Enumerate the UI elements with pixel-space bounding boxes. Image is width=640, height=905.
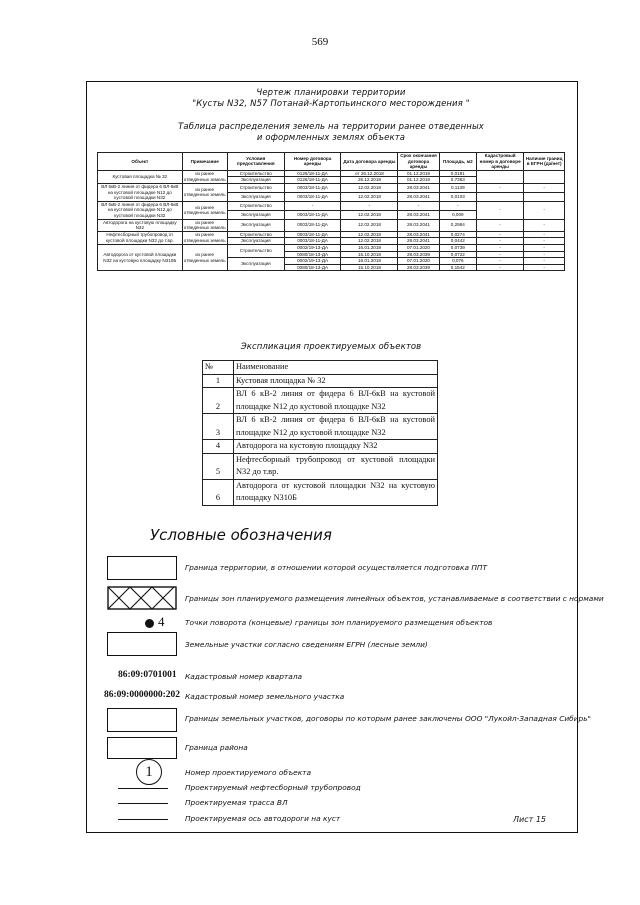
cell-object: Кустовая площадка № 32 bbox=[98, 170, 183, 183]
table-row bbox=[203, 440, 438, 454]
cell-expiry: 28.03.2041 bbox=[398, 192, 439, 201]
cell-cadastral: - bbox=[477, 231, 524, 238]
cell-expiry: 28.03.2041 bbox=[398, 219, 439, 231]
road-axis-symbol bbox=[118, 819, 168, 820]
territory-boundary-symbol bbox=[107, 556, 177, 580]
cell-contract-number: 0002/19-13-ДА bbox=[284, 244, 341, 251]
cell-egrn bbox=[524, 192, 565, 201]
land-allocation-table bbox=[97, 152, 565, 271]
cell-contract-date: 16.01.2019 bbox=[341, 258, 398, 265]
cell-egrn: - bbox=[524, 201, 565, 219]
cell-condition: Строительство bbox=[227, 231, 284, 238]
legend-pipeline: Проектируемый нефтесборный трубопровод bbox=[185, 783, 361, 792]
cell-egrn: - bbox=[524, 238, 565, 245]
cell-area: 0,0274 bbox=[439, 231, 476, 238]
turning-point-number: 4 bbox=[158, 614, 165, 629]
district-boundary-symbol bbox=[107, 737, 177, 759]
cell-name: Автодорога от кустовой площадки N32 на кустовую площадку N310Б bbox=[234, 479, 438, 505]
legend-forest-parcels: Земельные участки согласно сведениям ЕГРН (лесные земли) bbox=[185, 640, 428, 649]
cell-contract-date: от 26.12.2018 bbox=[341, 170, 398, 177]
cell-area: 0,076 bbox=[439, 258, 476, 265]
table-row bbox=[98, 170, 565, 177]
cell-area: 0,0722 bbox=[439, 251, 476, 258]
table-row bbox=[203, 374, 438, 388]
cell-condition: Эксплуатация bbox=[227, 238, 284, 245]
cell-object: Автодорога от кустовой площадки N32 на кустовую площадку N310Б bbox=[98, 244, 183, 270]
cell-contract-number: 0126/18-11-ДА bbox=[284, 177, 341, 184]
cell-egrn: - bbox=[524, 219, 565, 231]
legend-lease-parcels: Границы земельных участков, договоры по которым ранее заключены ООО "Лукойл-Западная Сибирь" bbox=[185, 714, 591, 723]
cell-area: 0,1542 bbox=[439, 264, 476, 271]
legend-road-axis: Проектируемая ось автодороги на куст bbox=[185, 814, 341, 823]
drawing-subtitle: "Кусты N32, N57 Потанай-Картопьинского месторождения " bbox=[192, 99, 470, 109]
header-area: Площадь, м2 bbox=[439, 153, 476, 171]
table-header-row bbox=[98, 153, 565, 171]
legend-title: Условные обозначения bbox=[150, 526, 332, 544]
cell-contract-number: 0080/18-13-ДА bbox=[284, 251, 341, 258]
cell-note: из ранее отведенных земель bbox=[183, 232, 226, 243]
cell-condition: Эксплуатация bbox=[227, 192, 284, 201]
cell-cadastral: - bbox=[477, 219, 524, 231]
cell-contract-number: 0080/18-13-ДА bbox=[284, 264, 341, 271]
table-row bbox=[98, 201, 565, 210]
legend-cadastral-parcel: Кадастровый номер земельного участка bbox=[185, 692, 345, 701]
cell-contract-number: 0003/18-11-ДА bbox=[284, 231, 341, 238]
cell-contract-number: 0003/18-11-ДА bbox=[284, 192, 341, 201]
cell-expiry: 28.03.2039 bbox=[398, 264, 439, 271]
cell-egrn bbox=[524, 170, 565, 183]
cell-name: ВЛ 6 кВ-2 линия от фидера 6 ВЛ-6кВ на кустовой площадке N12 до кустовой площадке N32 bbox=[234, 414, 438, 440]
cell-note: из ранее отведенных земель bbox=[183, 219, 226, 231]
cell-egrn: - bbox=[524, 251, 565, 258]
cell-contract-date: 12.02.2018 bbox=[341, 183, 398, 192]
cell-contract-date: 16.01.2019 bbox=[341, 244, 398, 251]
cell-contract-number: - bbox=[284, 201, 341, 210]
cell-egrn: - bbox=[524, 264, 565, 271]
table-header-row bbox=[203, 361, 438, 375]
cell-area: 0,0442 bbox=[439, 238, 476, 245]
cell-contract-date: 12.02.2018 bbox=[341, 192, 398, 201]
cell-contract-date: 15.10.2018 bbox=[341, 251, 398, 258]
cell-condition: Строительство bbox=[227, 183, 284, 192]
header-object: Объект bbox=[98, 153, 183, 171]
table-row bbox=[203, 453, 438, 479]
cell-area: - bbox=[439, 201, 476, 210]
header-contract-date: Дата договора аренды bbox=[341, 153, 398, 171]
cell-number: 5 bbox=[203, 453, 234, 479]
cell-cadastral: - bbox=[477, 183, 524, 192]
cell-contract-number: 0003/18-11-ДА bbox=[284, 238, 341, 245]
object-number-circle: 1 bbox=[136, 759, 162, 785]
cell-name: Нефтесборный трубопровод от кустовой площадки N32 до т.вр. bbox=[234, 453, 438, 479]
cell-contract-number: 0126/18-11-ДА bbox=[284, 170, 341, 177]
cadastral-quarter-number: 86:09:0701001 bbox=[118, 670, 177, 680]
legend-placement-zones: Границы зон планируемого размещения линейных объектов, устанавливаемые в соответствии с нормами bbox=[185, 594, 604, 603]
legend-cadastral-quarter: Кадастровый номер квартала bbox=[185, 672, 302, 681]
legend-district-boundary: Граница района bbox=[185, 743, 248, 752]
legend-turning-points: Точки поворота (концевые) границы зон планируемого размещения объектов bbox=[185, 618, 493, 627]
cell-expiry: 01.12.2019 bbox=[398, 170, 439, 177]
cell-contract-date: 12.02.2018 bbox=[341, 219, 398, 231]
table-row bbox=[203, 414, 438, 440]
cell-cadastral: - bbox=[477, 238, 524, 245]
cell-expiry: 07.01.2020 bbox=[398, 258, 439, 265]
header-contract-number: Номер договора аренды bbox=[284, 153, 341, 171]
cell-cadastral: - bbox=[477, 251, 524, 258]
header-conditions: Условия предоставления bbox=[227, 153, 284, 171]
pipeline-line-symbol bbox=[118, 788, 168, 789]
cell-cadastral: - bbox=[477, 201, 524, 219]
lease-parcels-symbol bbox=[107, 708, 177, 732]
cell-object: Автодорога на кустовую площадку N32 bbox=[98, 219, 183, 231]
turning-point-icon bbox=[145, 619, 154, 628]
cell-condition: Строительство bbox=[227, 201, 284, 210]
cell-egrn: - bbox=[524, 244, 565, 251]
cell-contract-date: 15.10.2018 bbox=[341, 264, 398, 271]
cell-number: 1 bbox=[203, 374, 234, 388]
header-note: Примечание bbox=[182, 153, 227, 171]
cell-expiry: - bbox=[398, 201, 439, 210]
drawing-title: Чертеж планировки территории bbox=[256, 88, 406, 98]
cell-number: 2 bbox=[203, 388, 234, 414]
cell-contract-number: 0003/18-11-ДА bbox=[284, 210, 341, 219]
cell-object: Нефтесборный трубопровод от кустовой площадки N32 до т.вр. bbox=[98, 231, 183, 244]
cell-expiry: 28.03.2041 bbox=[398, 183, 439, 192]
forest-parcels-symbol bbox=[107, 632, 177, 656]
cell-condition: Эксплуатация bbox=[227, 177, 284, 184]
cell-expiry: 28.03.2039 bbox=[398, 251, 439, 258]
cell-area: 0,2984 bbox=[439, 219, 476, 231]
table-row bbox=[98, 231, 565, 238]
cell-contract-date: 26.12.2018 bbox=[341, 177, 398, 184]
page-number: 569 bbox=[311, 36, 329, 48]
header-number: № bbox=[203, 361, 234, 375]
cell-expiry: 28.03.2041 bbox=[398, 238, 439, 245]
cell-object: ВЛ 6кВ-2 линия от фидера 6 ВЛ-6кВ на кустовой площадке N12 до кустовой площадки N32 bbox=[98, 183, 183, 201]
cell-cadastral: - bbox=[477, 244, 524, 251]
cell-contract-date: 12.02.2018 bbox=[341, 231, 398, 238]
cell-cadastral: - bbox=[477, 258, 524, 265]
table-title-continued: и оформленных землях объекта bbox=[256, 133, 406, 143]
cell-condition: Эксплуатация bbox=[227, 219, 284, 231]
power-line-symbol bbox=[118, 803, 168, 804]
cadastral-parcel-number: 86:09:0000000:202 bbox=[104, 690, 180, 700]
table-title: Таблица распределения земель на территории ранее отведенных bbox=[178, 122, 484, 132]
cell-area: 0,1139 bbox=[439, 183, 476, 192]
table-row bbox=[98, 219, 565, 231]
cell-object: ВЛ 6кВ-2 линия от фидера 6 ВЛ-6кВ на кустовой площадке N12 до кустовой площадки N32 bbox=[98, 201, 183, 219]
cell-number: 4 bbox=[203, 440, 234, 454]
cell-number: 6 bbox=[203, 479, 234, 505]
table-row bbox=[203, 388, 438, 414]
cell-note: из ранее отведенных земель bbox=[182, 244, 227, 270]
cell-condition: Эксплуатация bbox=[227, 258, 284, 271]
cell-expiry: 28.03.2041 bbox=[398, 231, 439, 238]
explication-table bbox=[202, 360, 438, 506]
header-name: Наименование bbox=[234, 361, 438, 375]
header-cadastral: Кадастровый номер в договоре аренды bbox=[477, 153, 524, 171]
cell-egrn: - bbox=[524, 183, 565, 192]
hatched-zone-symbol bbox=[107, 586, 177, 610]
cell-egrn: - bbox=[524, 258, 565, 265]
header-egrn: Наличие границ в ЕГРН (да/нет) bbox=[524, 153, 565, 171]
cell-condition: Эксплуатация bbox=[227, 210, 284, 219]
cell-expiry: 01.12.2019 bbox=[398, 177, 439, 184]
table-row bbox=[98, 183, 565, 192]
cell-cadastral bbox=[477, 170, 524, 183]
cell-cadastral: - bbox=[477, 264, 524, 271]
cell-condition: Строительство bbox=[227, 170, 284, 177]
cell-area: 0,009 bbox=[439, 210, 476, 219]
cell-name: ВЛ 6 кВ-2 линия от фидера 6 ВЛ-6кВ на кустовой площадке N12 до кустовой площадке N32 bbox=[234, 388, 438, 414]
cell-area: 0,7363 bbox=[439, 177, 476, 184]
table-row bbox=[203, 479, 438, 505]
cell-contract-number: 0002/19-13-ДА bbox=[284, 258, 341, 265]
cell-condition: Строительство bbox=[227, 244, 284, 257]
cell-cadastral bbox=[477, 192, 524, 201]
legend-object-number: Номер проектируемого объекта bbox=[185, 768, 312, 777]
cell-contract-date: - bbox=[341, 201, 398, 210]
cell-name: Кустовая площадка № 32 bbox=[234, 374, 438, 388]
cell-contract-date: 12.02.2018 bbox=[341, 210, 398, 219]
cell-name: Автодорога на кустовую площадку N32 bbox=[234, 440, 438, 454]
header-expiry: Срок окончания договора аренды bbox=[398, 153, 439, 171]
cell-contract-number: 0003/18-11-ДА bbox=[284, 183, 341, 192]
explication-title: Экспликация проектируемых объектов bbox=[240, 342, 422, 352]
table-row bbox=[98, 244, 565, 251]
legend-power-line: Проектируемая трасса ВЛ bbox=[185, 798, 288, 807]
cell-contract-number: 0003/18-11-ДА bbox=[284, 219, 341, 231]
cell-area: 0,0181 bbox=[439, 170, 476, 177]
cell-note: из ранее отведенных земель bbox=[182, 201, 227, 219]
cell-contract-date: 12.02.2018 bbox=[341, 238, 398, 245]
cell-note: из ранее отведенных земель bbox=[182, 183, 227, 201]
sheet-number: Лист 15 bbox=[513, 815, 546, 824]
cell-expiry: 07.01.2020 bbox=[398, 244, 439, 251]
cell-expiry: 28.03.2041 bbox=[398, 210, 439, 219]
cell-number: 3 bbox=[203, 414, 234, 440]
cell-note: из ранее отведенных земель bbox=[183, 171, 226, 182]
cell-area: 0,0103 bbox=[439, 192, 476, 201]
cell-area: 0,0739 bbox=[439, 244, 476, 251]
cell-egrn: - bbox=[524, 231, 565, 238]
legend-territory-boundary: Граница территории, в отношении которой осуществляется подготовка ППТ bbox=[185, 563, 487, 572]
